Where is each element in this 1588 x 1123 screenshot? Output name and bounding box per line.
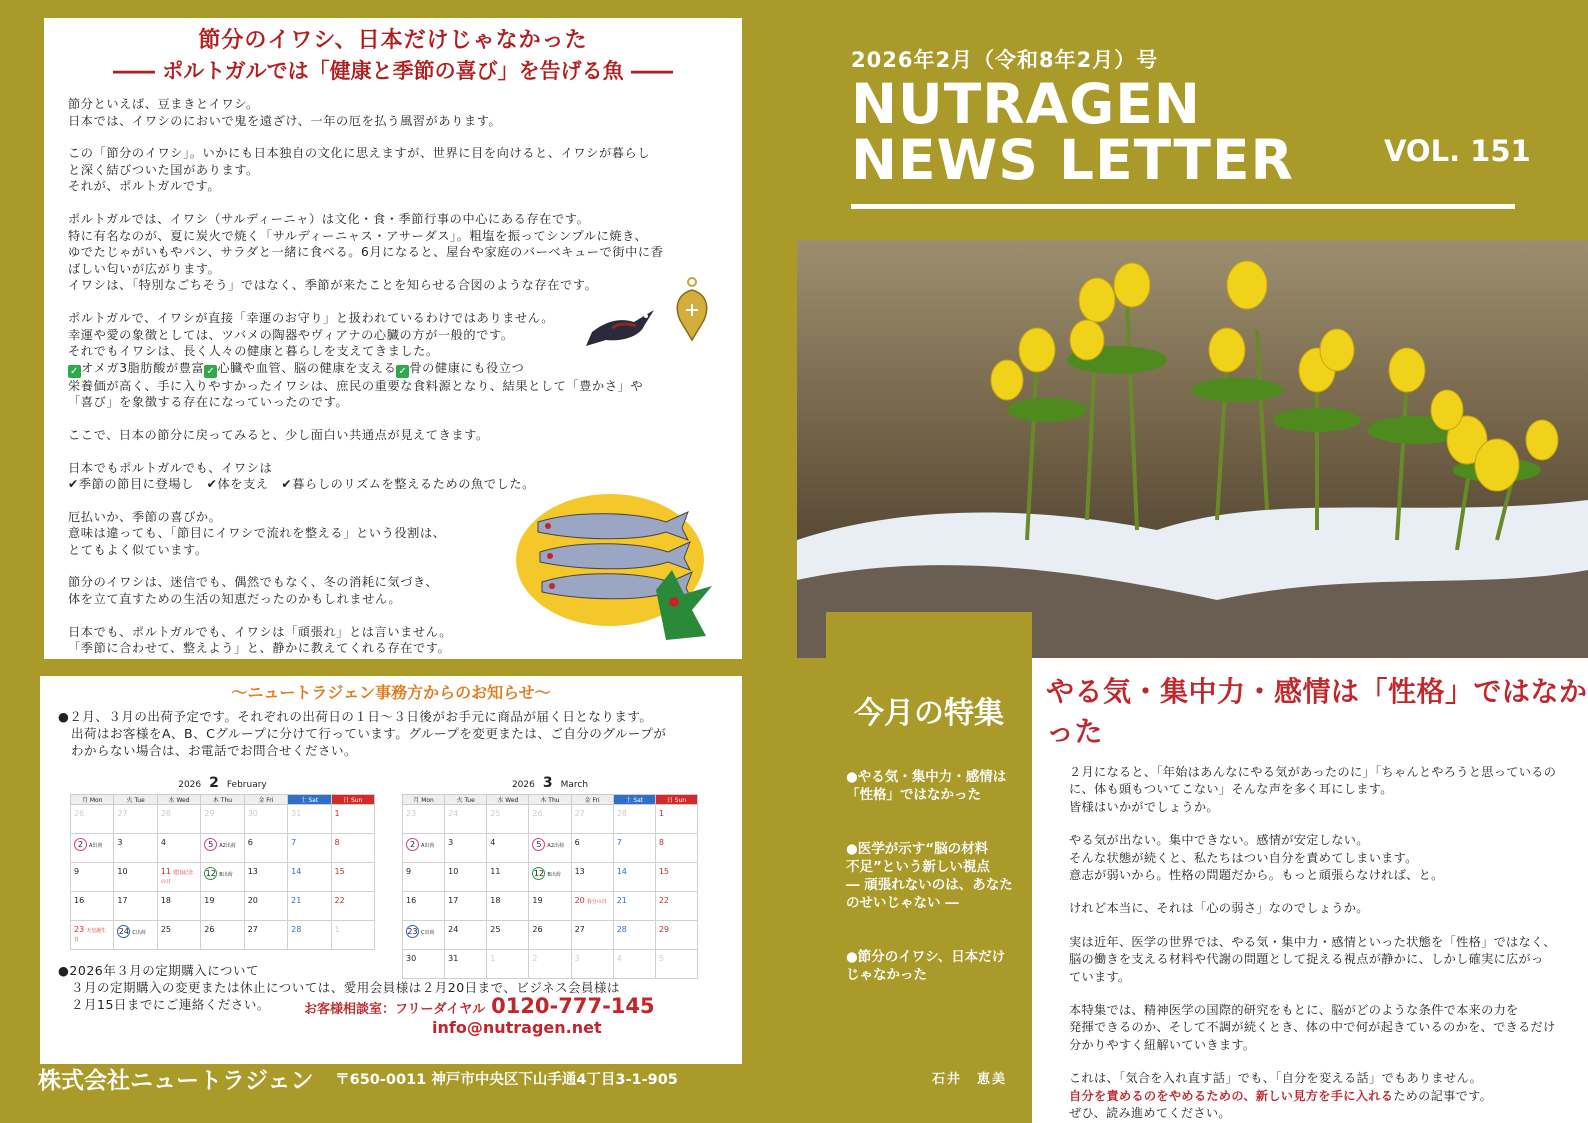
calendar-header: 2026 3 March <box>511 775 589 791</box>
benefit-item: オメガ3脂肪酸が豊富 <box>81 360 205 375</box>
ship-c-marker: 23 <box>407 927 418 936</box>
subscription-notice: ●2026年３月の定期購入について ３月の定期購入の変更または休止については、愛用会員様は２月20日まで、ビジネス会員様は ２月15日までにご連絡ください。 <box>58 963 621 1012</box>
benefit-item: 心臓や血管、脳の健康を支える <box>217 360 397 375</box>
feature-body <box>1032 764 1588 1123</box>
article-paragraph: ✔季節の節目に登場し ✔体を支え ✔暮らしのリズムを整えるための魚でした。 <box>68 477 535 492</box>
article-paragraph: 厄払いか、季節の喜びか。 意味は違っても、「節目にイワシで流れを整える」という役割は、 とてもよく似ています。 <box>68 509 446 557</box>
sardine-illustration <box>516 490 716 646</box>
ship-c-marker: 24 <box>118 927 130 936</box>
ship-b-marker: 12 <box>533 869 545 878</box>
feature-paragraph: 本特集では、精神医学の国際的研究をもとに、脳がどのような条件で本来の力を 発揮できるのか、そして不調が続くとき、体の中で何が起きているのかを、できるだけ 分かりやすく紐解いていきます。 <box>1069 1003 1556 1052</box>
feature-index-item[interactable]: ●やる気・集中力・感情は 「性格」ではなかった <box>846 769 1007 803</box>
issue-date: 2026年2月（令和8年2月）号 <box>851 48 1159 72</box>
calendar-march <box>402 772 698 979</box>
feature-paragraph: けれど本当に、それは「心の弱さ」なのでしょうか。 <box>1069 901 1369 916</box>
title-divider <box>851 204 1515 209</box>
article-paragraph: 日本でもポルトガルでも、イワシは <box>68 460 273 475</box>
calendar-grid: 月 Mon 火 Tue 水 Wed 木 Thu 金 Fri 土 Sat 日 Sun 23 24 25 26 27 28 1 2 A出荷 3 4 5 A2出荷 6 7 8 9 10 11 12 B出荷 13 14 15 16 17 18 19 20 春分の日 21 22 23 C出荷 24 25 26 27 28 29 30 31 1 2 3 4 5 <box>402 794 698 979</box>
article-paragraph: 日本でも、ポルトガルでも、イワシは「頑張れ」とは言いません。 「季節に合わせて、整えよう」と、静かに教えてくれる存在です。 <box>68 624 452 656</box>
article-title: 節分のイワシ、日本だけじゃなかった <box>198 28 588 53</box>
author-name: 石井 恵美 <box>932 1072 1008 1087</box>
feature-paragraph: ぜひ、読み進めてください。 <box>1069 1106 1231 1121</box>
feature-paragraph: 実は近年、医学の世界では、やる気・集中力・感情といった状態を「性格」ではなく、 脳の働きを支える材料や代謝の問題として捉える視点が静かに、しかし確実に広がっ ています。 <box>1069 934 1556 984</box>
feature-paragraph: やる気が出ない。集中できない。感情が安定しない。 そんな状態が続くと、私たちはつい自分を責めてしまいます。 意志が弱いから。性格の問題だから。もっと頑張らなければ、と。 <box>1069 833 1444 883</box>
calendar-february <box>70 772 375 950</box>
feature-paragraph: 自分を責めるのをやめるための、新しい見方を手に入れるための記事です。 <box>1069 1088 1493 1103</box>
checkmark-icon: ✓ <box>204 365 217 378</box>
article-paragraph: ポルトガルでは、イワシ（サルディーニャ）は文化・食・季節行事の中心にある存在です。 特に有名なのが、夏に炭火で焼く「サルディーニャス・アサーダス」。粗塩を振ってシンプルに焼き、 ゆでたじゃがいもやパン、サラダと一緒に食べる。6月になると、屋台や家庭のバーベキューで街中に香 ばしい匂いが広がります。 イワシは、「特別なごちそう」ではなく、季節が来たことを知らせる合図のような存在です。 <box>68 211 664 293</box>
article-paragraph: 栄養価が高く、手に入りやすかったイワシは、庶民の重要な食料源となり、結果として「豊かさ」や 「喜び」を象徴する存在になっていったのです。 <box>68 378 644 410</box>
shipping-schedule-text: ●２月、３月の出荷予定です。それぞれの出荷日の１日～３日後がお手元に商品が届く日となります。 出荷はお客様をA、B、Cグループに分けて行っています。グループを変更または、ご自分のグループが わからない場合は、お電話でお問合せください。 <box>58 709 667 758</box>
benefits-line <box>68 360 718 378</box>
winter-aconite-photo <box>797 240 1588 658</box>
article-paragraph: 節分といえば、豆まきとイワシ。 日本では、イワシのにおいで鬼を遠ざけ、一年の厄を払う風習があります。 <box>68 97 502 128</box>
contact-label: お客様相談室：フリーダイヤル <box>304 1002 486 1017</box>
benefit-item: 骨の健康にも役立つ <box>409 360 525 375</box>
checkmark-icon: ✓ <box>68 365 81 378</box>
phone-number[interactable]: 0120-777-145 <box>491 994 655 1018</box>
feature-index <box>826 612 1032 1123</box>
ship-b-marker: 12 <box>205 869 216 878</box>
feature-paragraph: ２月になると、「年始はあんなにやる気があったのに」「ちゃんとやろうと思っているの に、体も頭もついてこない」そんな声を多く耳にします。 皆様はいかがでしょうか。 <box>1069 765 1557 814</box>
article-paragraph: 節分のイワシは、迷信でも、偶然でもなく、冬の消耗に気づき、 体を立て直すための生活の知恵だったのかもしれません。 <box>68 575 439 607</box>
feature-article <box>1032 658 1588 1123</box>
feature-paragraph: これは、「気合を入れ直す話」でも、「自分を変える話」でもありません。 <box>1069 1071 1483 1086</box>
viana-heart-pendant <box>672 276 712 346</box>
article-paragraph: この「節分のイワシ」。いかにも日本独自の文化に思えますが、世界に目を向けると、イワシが暮らし と深く結びついた国があります。 それが、ポルトガルです。 <box>68 146 651 194</box>
article-subtitle: ―― ポルトガルでは「健康と季節の喜び」を告げる魚 ―― <box>113 59 673 83</box>
calendar-grid: 月 Mon 火 Tue 水 Wed 木 Thu 金 Fri 土 Sat 日 Sun 26 27 28 29 30 31 1 2 A出荷 3 4 5 A2出荷 6 7 8 9 10 11 建国記念の日 12 B出荷 13 14 15 16 17 18 19 20 21 22 23 天皇誕生日 24 C出荷 25 26 27 28 1 <box>70 794 375 950</box>
email-link[interactable]: info@nutragen.net <box>432 1018 602 1037</box>
newsletter-title: NUTRAGEN NEWS LETTER <box>851 72 1294 192</box>
company-footer <box>38 1062 678 1095</box>
notice-title: ～ニュートラジェン事務方からのお知らせ～ <box>231 683 551 702</box>
feature-title: やる気・集中力・感情は「性格」ではなかった <box>1046 675 1588 748</box>
feature-highlight: 自分を責めるのをやめるための、新しい見方を手に入れる <box>1069 1088 1394 1103</box>
feature-index-item[interactable]: ●医学が示す“脳の材料 不足”という新しい視点 ― 頑張れないのは、あなた のせいじゃない ― <box>846 841 1013 911</box>
ship-a2-marker: 5 <box>532 838 545 851</box>
feature-index-heading: 今月の特集 <box>854 696 1004 731</box>
feature-index-item[interactable]: ●節分のイワシ、日本だけ じゃなかった <box>846 949 1006 983</box>
office-notice <box>40 676 742 1064</box>
swallow-illustration <box>582 292 662 348</box>
ship-a-marker: 2 <box>74 838 87 851</box>
calendar-header: 2026 2 February <box>178 775 267 791</box>
contact-info <box>304 994 655 1037</box>
ship-a-marker: 2 <box>406 838 419 851</box>
volume-number: VOL. 151 <box>1384 134 1531 168</box>
company-address: 〒650-0011 神戸市中央区下山手通4丁目3-1-905 <box>335 1072 678 1088</box>
ship-a2-marker: 5 <box>204 838 217 851</box>
article-paragraph: ここで、日本の節分に戻ってみると、少し面白い共通点が見えてきます。 <box>68 427 489 442</box>
company-name: 株式会社ニュートラジェン <box>38 1068 314 1094</box>
article-paragraph: ポルトガルで、イワシが直接「幸運のお守り」と扱われているわけではありません。 幸運や愛の象徴としては、ツバメの陶器やヴィアナの心臓の方が一般的です。 それでもイワシは、長く人々の健康と暮らしを支えてきました。 <box>68 310 555 359</box>
checkmark-icon: ✓ <box>396 365 409 378</box>
